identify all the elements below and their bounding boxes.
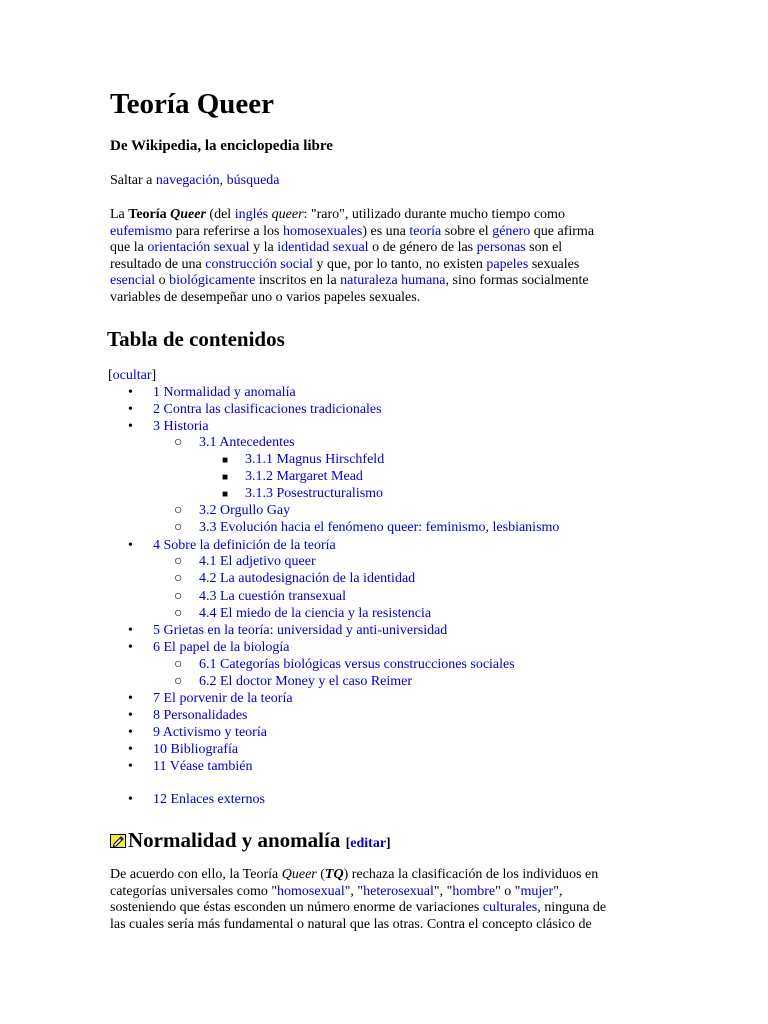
jump-links	[110, 171, 280, 191]
text: sobre el	[441, 223, 493, 239]
toc-bullet: ■	[222, 472, 229, 483]
toc-item-2[interactable]: 2 Contra las clasificaciones tradicionales	[153, 402, 382, 417]
toc-item-3-1-3[interactable]: 3.1.3 Posestructuralismo	[245, 486, 384, 501]
text: las cuales sería más fundamental o natural que las otras. Contra el concepto clásico de	[110, 916, 592, 932]
text: ", "	[433, 883, 453, 899]
toc-bullet: •	[128, 640, 133, 655]
toc-toggle	[108, 367, 156, 385]
toc-bullet: •	[128, 623, 133, 638]
toc-item-4-3[interactable]: 4.3 La cuestión transexual	[199, 589, 346, 604]
term-queer: Queer	[170, 207, 206, 222]
bracket: [	[345, 836, 351, 851]
toc-bullet: ■	[222, 455, 229, 466]
toc-bullet: ○	[174, 657, 183, 672]
text: sexuales	[528, 256, 580, 272]
text: son el	[525, 240, 563, 256]
intro-line	[110, 207, 670, 224]
toc-title: Tabla de contenidos	[107, 327, 285, 351]
page-title: Teoría Queer	[110, 88, 275, 120]
link-personas[interactable]: personas	[476, 240, 526, 256]
link-culturales[interactable]: culturales	[482, 900, 538, 916]
toc-item-3-1-2[interactable]: 3.1.2 Margaret Mead	[245, 469, 363, 484]
toc-bullet: ■	[222, 489, 229, 500]
text: y la	[249, 240, 278, 256]
toc-bullet: •	[128, 691, 133, 706]
intro-line	[110, 290, 670, 307]
jump-navigation-link[interactable]: navegación	[155, 173, 220, 188]
text: , sino formas socialmente	[445, 273, 589, 289]
text: ",	[553, 883, 563, 899]
link-hombre[interactable]: hombre	[452, 883, 496, 899]
text: que la	[110, 240, 148, 256]
text: De acuerdo con ello, la Teoría	[110, 867, 282, 882]
text: resultado de una	[110, 256, 206, 272]
toc-bullet: ○	[174, 606, 183, 621]
toc-bullet: ○	[174, 554, 183, 569]
toc-item-3-3[interactable]: 3.3 Evolución hacia el fenómeno queer: feminismo, lesbianismo	[199, 520, 560, 535]
toc-bullet: ○	[174, 589, 183, 604]
toc-item-6-1[interactable]: 6.1 Categorías biológicas versus construcciones sociales	[199, 657, 515, 672]
text: (del	[205, 207, 235, 222]
toc-item-4-1[interactable]: 4.1 El adjetivo queer	[199, 554, 316, 569]
link-identidad-sexual[interactable]: identidad sexual	[277, 240, 369, 256]
toc-item-3[interactable]: 3 Historia	[153, 419, 209, 434]
toc-hide-link[interactable]: ocultar	[112, 368, 152, 383]
link-mujer[interactable]: mujer	[520, 883, 554, 899]
toc-bullet: ○	[174, 520, 183, 535]
edit-section-link[interactable]: editar	[350, 836, 387, 851]
bracket: [	[108, 368, 113, 383]
toc-item-1[interactable]: 1 Normalidad y anomalía	[153, 385, 296, 400]
intro-line	[110, 240, 670, 257]
link-esencial[interactable]: esencial	[110, 273, 156, 289]
toc-item-11[interactable]: 11 Véase también	[153, 759, 253, 774]
link-ingles[interactable]: inglés	[234, 207, 269, 222]
toc-bullet: ○	[174, 435, 183, 450]
toc-item-9[interactable]: 9 Activismo y teoría	[153, 725, 267, 740]
text: para referirse a los	[172, 223, 283, 239]
toc-bullet: ○	[174, 571, 183, 586]
section-heading-normalidad	[110, 826, 391, 858]
section1-line	[110, 884, 670, 901]
section-heading-text: Normalidad y anomalía	[128, 828, 341, 852]
text: o	[155, 273, 170, 289]
link-naturaleza-humana[interactable]: naturaleza humana	[340, 273, 446, 289]
toc-bullet: •	[128, 708, 133, 723]
text: (	[316, 867, 325, 882]
text: categorías universales como "	[110, 883, 278, 899]
link-genero[interactable]: género	[492, 223, 531, 239]
toc-bullet: •	[128, 742, 133, 757]
link-eufemismo[interactable]: eufemismo	[110, 223, 173, 239]
text: y que, por lo tanto, no existen	[312, 256, 487, 272]
toc-bullet: •	[128, 385, 133, 400]
page-subtitle: De Wikipedia, la enciclopedia libre	[110, 138, 333, 154]
link-homosexual[interactable]: homosexual	[277, 883, 345, 899]
word-queer: Queer	[281, 867, 317, 882]
text: ", "	[344, 883, 364, 899]
jump-search-link[interactable]: búsqueda	[226, 173, 280, 188]
section1-line	[110, 900, 670, 917]
toc-item-10[interactable]: 10 Bibliografía	[153, 742, 239, 757]
text: variables de desempeñar uno o varios papeles sexuales.	[110, 289, 421, 305]
toc-item-6[interactable]: 6 El papel de la biología	[153, 640, 290, 655]
toc-item-3-2[interactable]: 3.2 Orgullo Gay	[199, 503, 291, 518]
toc-bullet: ○	[174, 674, 183, 689]
section1-line	[110, 867, 670, 884]
toc-bullet: ○	[174, 503, 183, 518]
link-teoria[interactable]: teoría	[409, 223, 442, 239]
toc-item-12[interactable]: 12 Enlaces externos	[153, 792, 265, 807]
bracket: ]	[151, 368, 157, 383]
toc-item-4[interactable]: 4 Sobre la definición de la teoría	[153, 538, 336, 553]
text: ) rechaza la clasificación de los individuos en	[343, 867, 599, 882]
text: inscritos en la	[255, 273, 341, 289]
link-homosexuales[interactable]: homosexuales	[283, 223, 363, 239]
abbr-tq: TQ	[324, 867, 344, 882]
word-queer: queer	[271, 207, 304, 222]
intro-line	[110, 273, 670, 290]
toc-bullet: •	[128, 759, 133, 774]
text: que afirma	[530, 223, 595, 239]
bracket: ]	[386, 836, 391, 851]
jump-prefix: Saltar a	[110, 173, 156, 188]
toc-item-6-2[interactable]: 6.2 El doctor Money y el caso Reimer	[199, 674, 413, 689]
text: sosteniendo que éstas esconden un número enorme de variaciones	[110, 900, 483, 916]
toc-item-3-1[interactable]: 3.1 Antecedentes	[199, 435, 295, 450]
toc-bullet: •	[128, 792, 133, 807]
toc-item-8[interactable]: 8 Personalidades	[153, 708, 248, 723]
text: : "raro", utilizado durante mucho tiempo como	[303, 207, 565, 222]
intro-paragraph	[110, 207, 670, 307]
toc-bullet: •	[128, 419, 133, 434]
intro-line	[110, 257, 670, 274]
section1-line	[110, 917, 670, 934]
toc-bullet: •	[128, 538, 133, 553]
toc-bullet: •	[128, 402, 133, 417]
section1-paragraph	[110, 867, 670, 933]
text: o de género de las	[368, 240, 477, 256]
link-papeles[interactable]: papeles	[486, 256, 529, 272]
toc-item-7[interactable]: 7 El porvenir de la teoría	[153, 691, 293, 706]
jump-separator: ,	[219, 173, 227, 188]
edit-icon[interactable]	[110, 834, 126, 848]
link-construccion-social[interactable]: construcción social	[205, 256, 313, 272]
term-bold: Teoría	[128, 207, 171, 222]
toc-item-4-2[interactable]: 4.2 La autodesignación de la identidad	[199, 571, 416, 586]
toc-item-4-4[interactable]: 4.4 El miedo de la ciencia y la resistencia	[199, 606, 432, 621]
toc-bullet: •	[128, 725, 133, 740]
text: La	[110, 207, 129, 222]
toc-item-5[interactable]: 5 Grietas en la teoría: universidad y anti-universidad	[153, 623, 448, 638]
link-biologicamente[interactable]: biológicamente	[169, 273, 256, 289]
link-heterosexual[interactable]: heterosexual	[363, 883, 434, 899]
text: ) es una	[362, 223, 410, 239]
link-orientacion-sexual[interactable]: orientación sexual	[147, 240, 250, 256]
toc-item-3-1-1[interactable]: 3.1.1 Magnus Hirschfeld	[245, 452, 385, 467]
text: " o "	[495, 883, 521, 899]
text: , ninguna de	[537, 900, 607, 916]
intro-line	[110, 224, 670, 241]
